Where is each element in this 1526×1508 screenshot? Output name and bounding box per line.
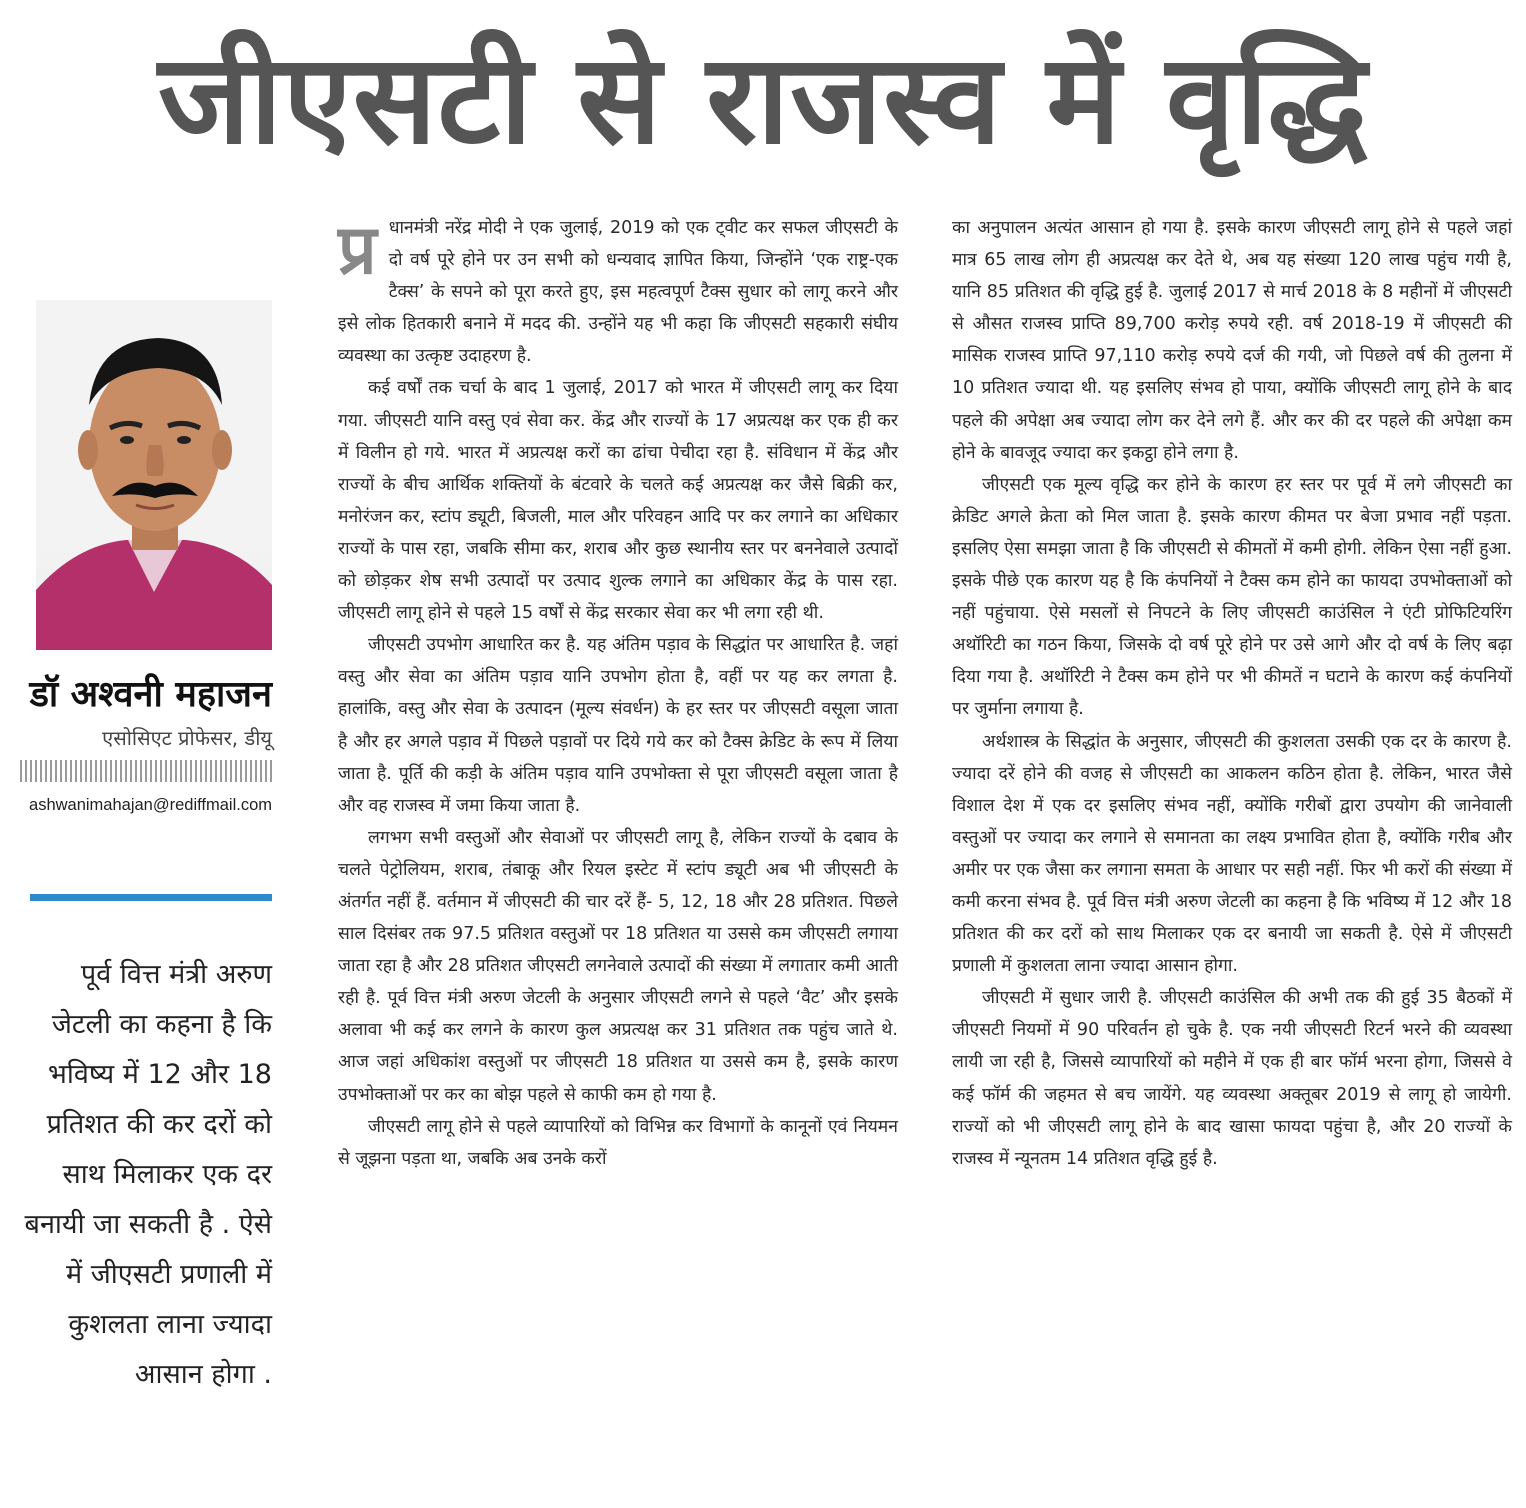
article-paragraph: धानमंत्री नरेंद्र मोदी ने एक जुलाई, 2019 को एक ट्वीट कर सफल जीएसटी के दो वर्ष पूरे होने पर उन सभी को धन्यवाद ज्ञापित किया, जिन्होंने ‘एक राष्ट्र-एक टैक्स’ के सपने को पूरा करते हुए, इस महत्वपूर्ण टैक्स सुधार को लागू करने और इसे लोक हितकारी बनाने में मदद की. उन्होंने यह भी कहा कि जीएसटी सहकारी संघीय व्यवस्था का उत्कृष्ट उदाहरण है. — [338, 218, 898, 367]
pull-quote: पूर्व वित्त मंत्री अरुण जेटली का कहना है कि भविष्य में 12 और 18 प्रतिशत की कर दरों को साथ मिलाकर एक दर बनायी जा सकती है . ऐसे में जीएसटी प्रणाली में कुशलता लाना ज्यादा आसान होगा . — [24, 959, 272, 1390]
article-column-2 — [952, 212, 1512, 1175]
author-email: ashwanimahajan@rediffmail.com — [29, 796, 272, 814]
drop-cap: प्र — [338, 211, 377, 290]
author-title: एसोसिएट प्रोफेसर, डीयू — [102, 726, 272, 750]
author-name: डॉ अश्वनी महाजन — [29, 674, 272, 715]
article-paragraph: जीएसटी लागू होने से पहले व्यापारियों को विभिन्न कर विभागों के कानूनों एवं नियमन से जूझना पड़ता था, जबकि अब उनके करों — [338, 1116, 898, 1169]
accent-rule — [30, 894, 272, 901]
article-paragraph: जीएसटी में सुधार जारी है. जीएसटी काउंसिल की अभी तक की हुई 35 बैठकों में जीएसटी नियमों में 90 परिवर्तन हो चुके है. एक नयी जीएसटी रिटर्न भरने की व्यवस्था लायी जा रही है, जिससे व्यापारियों को महीने में एक ही बार फॉर्म भरना होगा, जिससे वे कई फॉर्म की जहमत से बच जायेंगे. यह व्यवस्था अक्तूबर 2019 से लागू हो जायेगी. राज्यों को भी जीएसटी लागू होने के बाद खासा फायदा पहुंचा है, और 20 राज्यों के राजस्व में न्यूनतम 14 प्रतिशत वृद्धि हुई है. — [952, 988, 1512, 1169]
dotted-divider — [20, 760, 272, 782]
article-column-1 — [338, 212, 898, 1175]
headline: जीएसटी से राजस्व में वृद्धि — [158, 28, 1368, 172]
article-paragraph: कई वर्षों तक चर्चा के बाद 1 जुलाई, 2017 को भारत में जीएसटी लागू कर दिया गया. जीएसटी यानि वस्तु एवं सेवा कर. केंद्र और राज्यों के 17 अप्रत्यक्ष कर एक ही कर में विलीन हो गये. भारत में अप्रत्यक्ष करों का ढांचा पेचीदा रहा है. संविधान में केंद्र और राज्यों के बीच आर्थिक शक्तियों के बंटवारे के चलते कई अप्रत्यक्ष कर जैसे बिक्री कर, मनोरंजन कर, स्टांप ड्यूटी, बिजली, माल और परिवहन आदि पर कर लगाने का अधिकार राज्यों के पास रहा, जबकि सीमा कर, शराब और कुछ स्थानीय स्तर पर बननेवाले उत्पादों को छोड़कर शेष सभी उत्पादों पर उत्पाद शुल्क लगाने का अधिकार केंद्र के पास रहा. जीएसटी लागू होने से पहले 15 वर्षों से केंद्र सरकार सेवा कर भी लगा रही थी. — [338, 378, 898, 624]
article-paragraph: लगभग सभी वस्तुओं और सेवाओं पर जीएसटी लागू है, लेकिन राज्यों के दबाव के चलते पेट्रोलियम, शराब, तंबाकू और रियल इस्टेट में स्टांप ड्यूटी अब भी जीएसटी के अंतर्गत नहीं हैं. वर्तमान में जीएसटी की चार दरें हैं- 5, 12, 18 और 28 प्रतिशत. पिछले साल दिसंबर तक 97.5 प्रतिशत वस्तुओं पर 18 प्रतिशत या उससे कम जीएसटी लगाया जाता रहा है और 28 प्रतिशत जीएसटी लगनेवाले उत्पादों की संख्या में लगातार कमी आती रही है. पूर्व वित्त मंत्री अरुण जेटली के अनुसार जीएसटी लगने से पहले ‘वैट’ और इसके अलावा भी कई कर लगने के कारण कुल अप्रत्यक्ष कर 31 प्रतिशत तक पहुंच जाते थे. आज जहां अधिकांश वस्तुओं पर जीएसटी 18 प्रतिशत या उससे कम है, इसके कारण उपभोक्ताओं पर कर का बोझ पहले से काफी कम हो गया है. — [338, 827, 898, 1105]
article-paragraph: अर्थशास्त्र के सिद्धांत के अनुसार, जीएसटी की कुशलता उसकी एक दर के कारण है. ज्यादा दरें होने की वजह से जीएसटी का आकलन कठिन होता है. लेकिन, भारत जैसे विशाल देश में एक दर इसलिए संभव नहीं, क्योंकि गरीबों द्वारा उपयोग की जानेवाली वस्तुओं पर ज्यादा कर लगाने से समानता का लक्ष्य प्रभावित होता है, क्योंकि गरीब और अमीर पर एक जैसा कर लगाना समता के आधार पर सही नहीं. फिर भी करों की संख्या में कमी करना संभव है. पूर्व वित्त मंत्री अरुण जेटली का कहना है कि भविष्य में 12 और 18 प्रतिशत की कर दरों को साथ मिलाकर एक दर बनायी जा सकती है. ऐसे में जीएसटी प्रणाली में कुशलता लाना ज्यादा आसान होगा. — [952, 731, 1512, 977]
author-photo — [36, 300, 272, 650]
article-paragraph: जीएसटी उपभोग आधारित कर है. यह अंतिम पड़ाव के सिद्धांत पर आधारित है. जहां वस्तु और सेवा का अंतिम पड़ाव यानि उपभोग होता है, वहीं पर यह कर लगता है. हालांकि, वस्तु और सेवा के उत्पादन (मूल्य संवर्धन) के हर स्तर पर जीएसटी वसूला जाता है और हर अगले पड़ाव में पिछले पड़ावों पर दिये गये कर को टैक्स क्रेडिट के रूप में लिया जाता है. पूर्ति की कड़ी के अंतिम पड़ाव यानि उपभोक्ता से पूरा जीएसटी वसूला जाता है और वह राजस्व में जमा किया जाता है. — [338, 635, 898, 816]
article-paragraph: जीएसटी एक मूल्य वृद्धि कर होने के कारण हर स्तर पर पूर्व में लगे जीएसटी का क्रेडिट अगले क्रेता को मिल जाता है. इसके कारण कीमत पर बेजा प्रभाव नहीं पड़ता. इसलिए ऐसा समझा जाता है कि जीएसटी से कीमतों में कमी होगी. लेकिन ऐसा नहीं हुआ. इसके पीछे एक कारण यह है कि कंपनियों ने टैक्स कम होने का फायदा उपभोक्ताओं को नहीं पहुंचाया. ऐसे मसलों से निपटने के लिए जीएसटी काउंसिल ने एंटी प्रोफिटियरिंग अथॉरिटी का गठन किया, जिसके दो वर्ष पूरे होने पर उसे आगे और दो वर्ष के लिए बढ़ा दिया गया है. अथॉरिटी ने टैक्स कम होने पर भी कीमतें न घटाने के कारण कई कंपनियों पर जुर्माना लगाया है. — [952, 474, 1512, 720]
article-paragraph: का अनुपालन अत्यंत आसान हो गया है. इसके कारण जीएसटी लागू होने से पहले जहां मात्र 65 लाख लोग ही अप्रत्यक्ष कर देते थे, अब यह संख्या 120 लाख पहुंच गयी है, यानि 85 प्रतिशत की वृद्धि हुई है. जुलाई 2017 से मार्च 2018 के 8 महीनों में जीएसटी से औसत राजस्व प्राप्ति 89,700 करोड़ रुपये रही. वर्ष 2018-19 में जीएसटी की मासिक राजस्व प्राप्ति 97,110 करोड़ रुपये दर्ज की गयी, जो पिछले वर्ष की तुलना में 10 प्रतिशत ज्यादा थी. यह इसलिए संभव हो पाया, क्योंकि जीएसटी लागू होने के बाद पहले की अपेक्षा अब ज्यादा लोग कर देने लगे हैं. और कर की दर पहले की अपेक्षा कम होने के बावजूद ज्यादा कर इकट्ठा होने लगा है. — [952, 218, 1512, 463]
